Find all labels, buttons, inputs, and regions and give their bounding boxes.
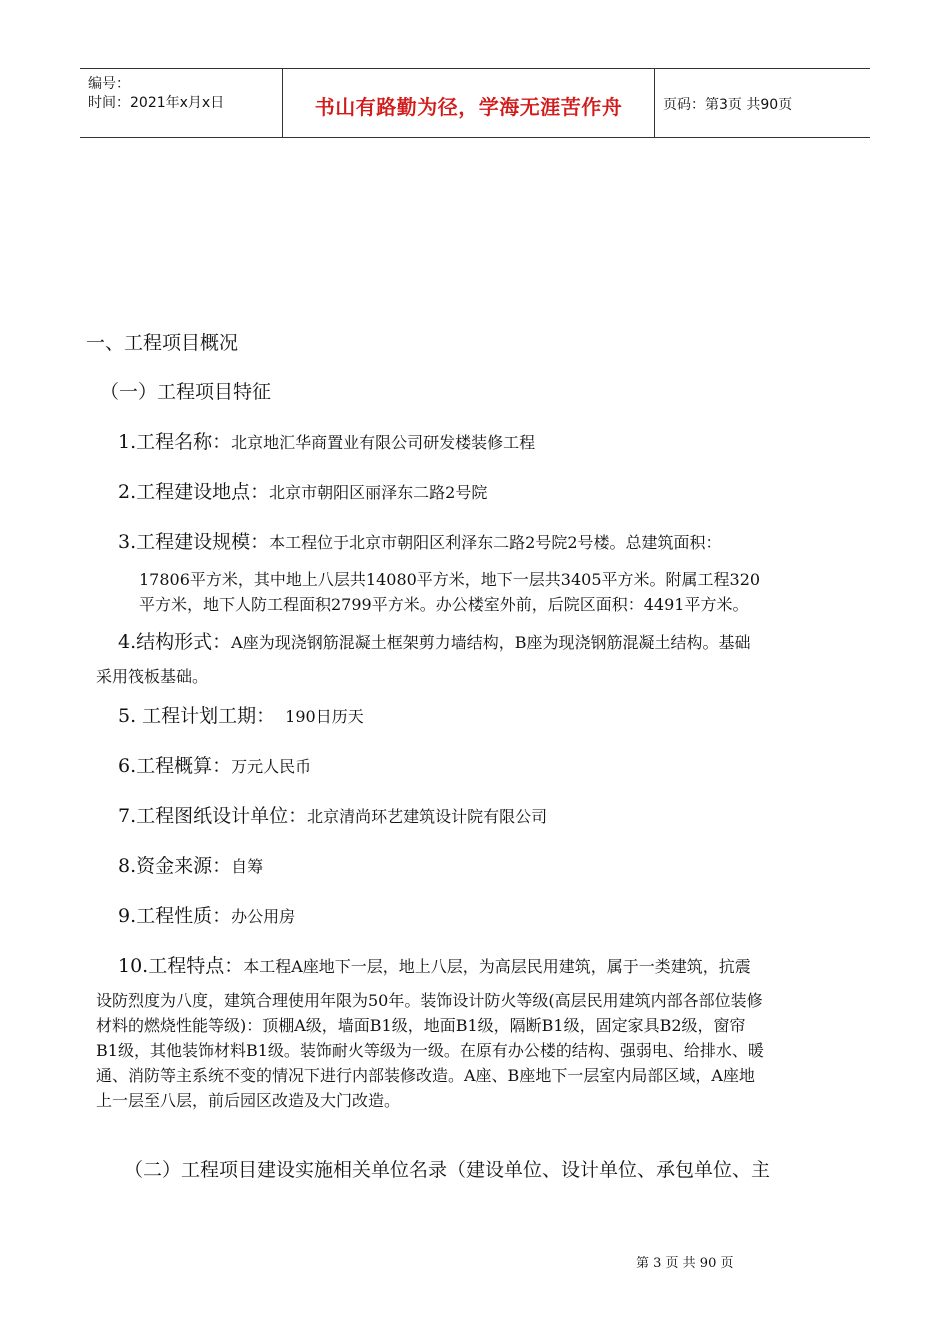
- item-4-line-2: 采用筏板基础。: [96, 667, 209, 686]
- item-3-line-3: 平方米，地下人防工程面积2799平方米。办公楼室外前，后院区面积：4491平方米。: [139, 595, 749, 614]
- item-label: 3.工程建设规模：: [118, 531, 270, 553]
- item-10-line-2: 设防烈度为八度，建筑合理使用年限为50年。装饰设计防火等级(高层民用建筑内部各部位装修: [96, 991, 763, 1010]
- item-value: 北京清尚环艺建筑设计院有限公司: [307, 807, 548, 826]
- item-label: 8.资金来源：: [118, 855, 232, 877]
- item-value: 本工程A座地下一层，地上八层，为高层民用建筑，属于一类建筑，抗震: [243, 957, 751, 976]
- motto: 书山有路勤为径，学海无涯苦作舟: [314, 95, 623, 119]
- item-label: 5. 工程计划工期：: [118, 705, 276, 727]
- item-label: 6.工程概算：: [118, 755, 232, 777]
- item-value: 本工程位于北京市朝阳区利泽东二路2号院2号楼。总建筑面积：: [269, 533, 722, 552]
- item-8: [118, 856, 263, 877]
- subsection-title-1: （一）工程项目特征: [100, 381, 272, 403]
- item-value: 北京市朝阳区丽泽东二路2号院: [269, 483, 488, 502]
- item-value: 北京地汇华商置业有限公司研发楼装修工程: [231, 433, 536, 452]
- item-value: 自筹: [231, 857, 264, 876]
- item-label: 2.工程建设地点：: [118, 481, 270, 503]
- item-6: [118, 756, 311, 777]
- item-label: 9.工程性质：: [118, 905, 232, 927]
- item-9: [118, 906, 295, 927]
- section-title: 一、工程项目概况: [86, 332, 239, 354]
- date-label: 时间：2021年x月x日: [88, 95, 225, 111]
- item-label: 7.工程图纸设计单位：: [118, 805, 308, 827]
- item-10-line-6: 上一层至八层，前后园区改造及大门改造。: [96, 1091, 401, 1110]
- item-10: [118, 956, 751, 977]
- item-value: A座为现浇钢筋混凝土框架剪力墙结构，B座为现浇钢筋混凝土结构。基础: [231, 633, 751, 652]
- item-2: [118, 482, 487, 503]
- item-10-line-3: 材料的燃烧性能等级)：顶棚A级，墙面B1级，地面B1级，隔断B1级，固定家具B2级，窗帘: [96, 1016, 746, 1035]
- item-1: [118, 432, 535, 453]
- item-value: 办公用房: [231, 907, 296, 926]
- item-label: 10.工程特点：: [118, 955, 244, 977]
- subsection-title-2: （二）工程项目建设实施相关单位名录（建设单位、设计单位、承包单位、主: [124, 1159, 771, 1181]
- item-label: 4.结构形式：: [118, 631, 232, 653]
- header-info-cell: [80, 69, 283, 137]
- header-motto-cell: [283, 69, 655, 137]
- item-label: 1.工程名称：: [118, 431, 232, 453]
- item-7: [118, 806, 547, 827]
- header-page-cell: [655, 69, 870, 137]
- item-value: 190日历天: [285, 707, 364, 726]
- item-10-line-4: B1级，其他装饰材料B1级。装饰耐火等级为一级。在原有办公楼的结构、强弱电、给排水、暖: [96, 1041, 764, 1060]
- item-3-line-2: 17806平方米，其中地上八层共14080平方米，地下一层共3405平方米。附属工程320: [139, 570, 761, 589]
- number-label: 编号：: [88, 76, 130, 92]
- item-4: [118, 632, 750, 653]
- item-10-line-5: 通、消防等主系统不变的情况下进行内部装修改造。A座、B座地下一层室内局部区域，A座地: [96, 1066, 755, 1085]
- page-footer: 第 3 页 共 90 页: [636, 1256, 734, 1271]
- item-5: [118, 706, 364, 727]
- page-header: [80, 68, 870, 138]
- page-label: 页码：第3页 共90页: [663, 97, 793, 113]
- item-3: [118, 532, 722, 553]
- item-value: 万元人民币: [231, 757, 312, 776]
